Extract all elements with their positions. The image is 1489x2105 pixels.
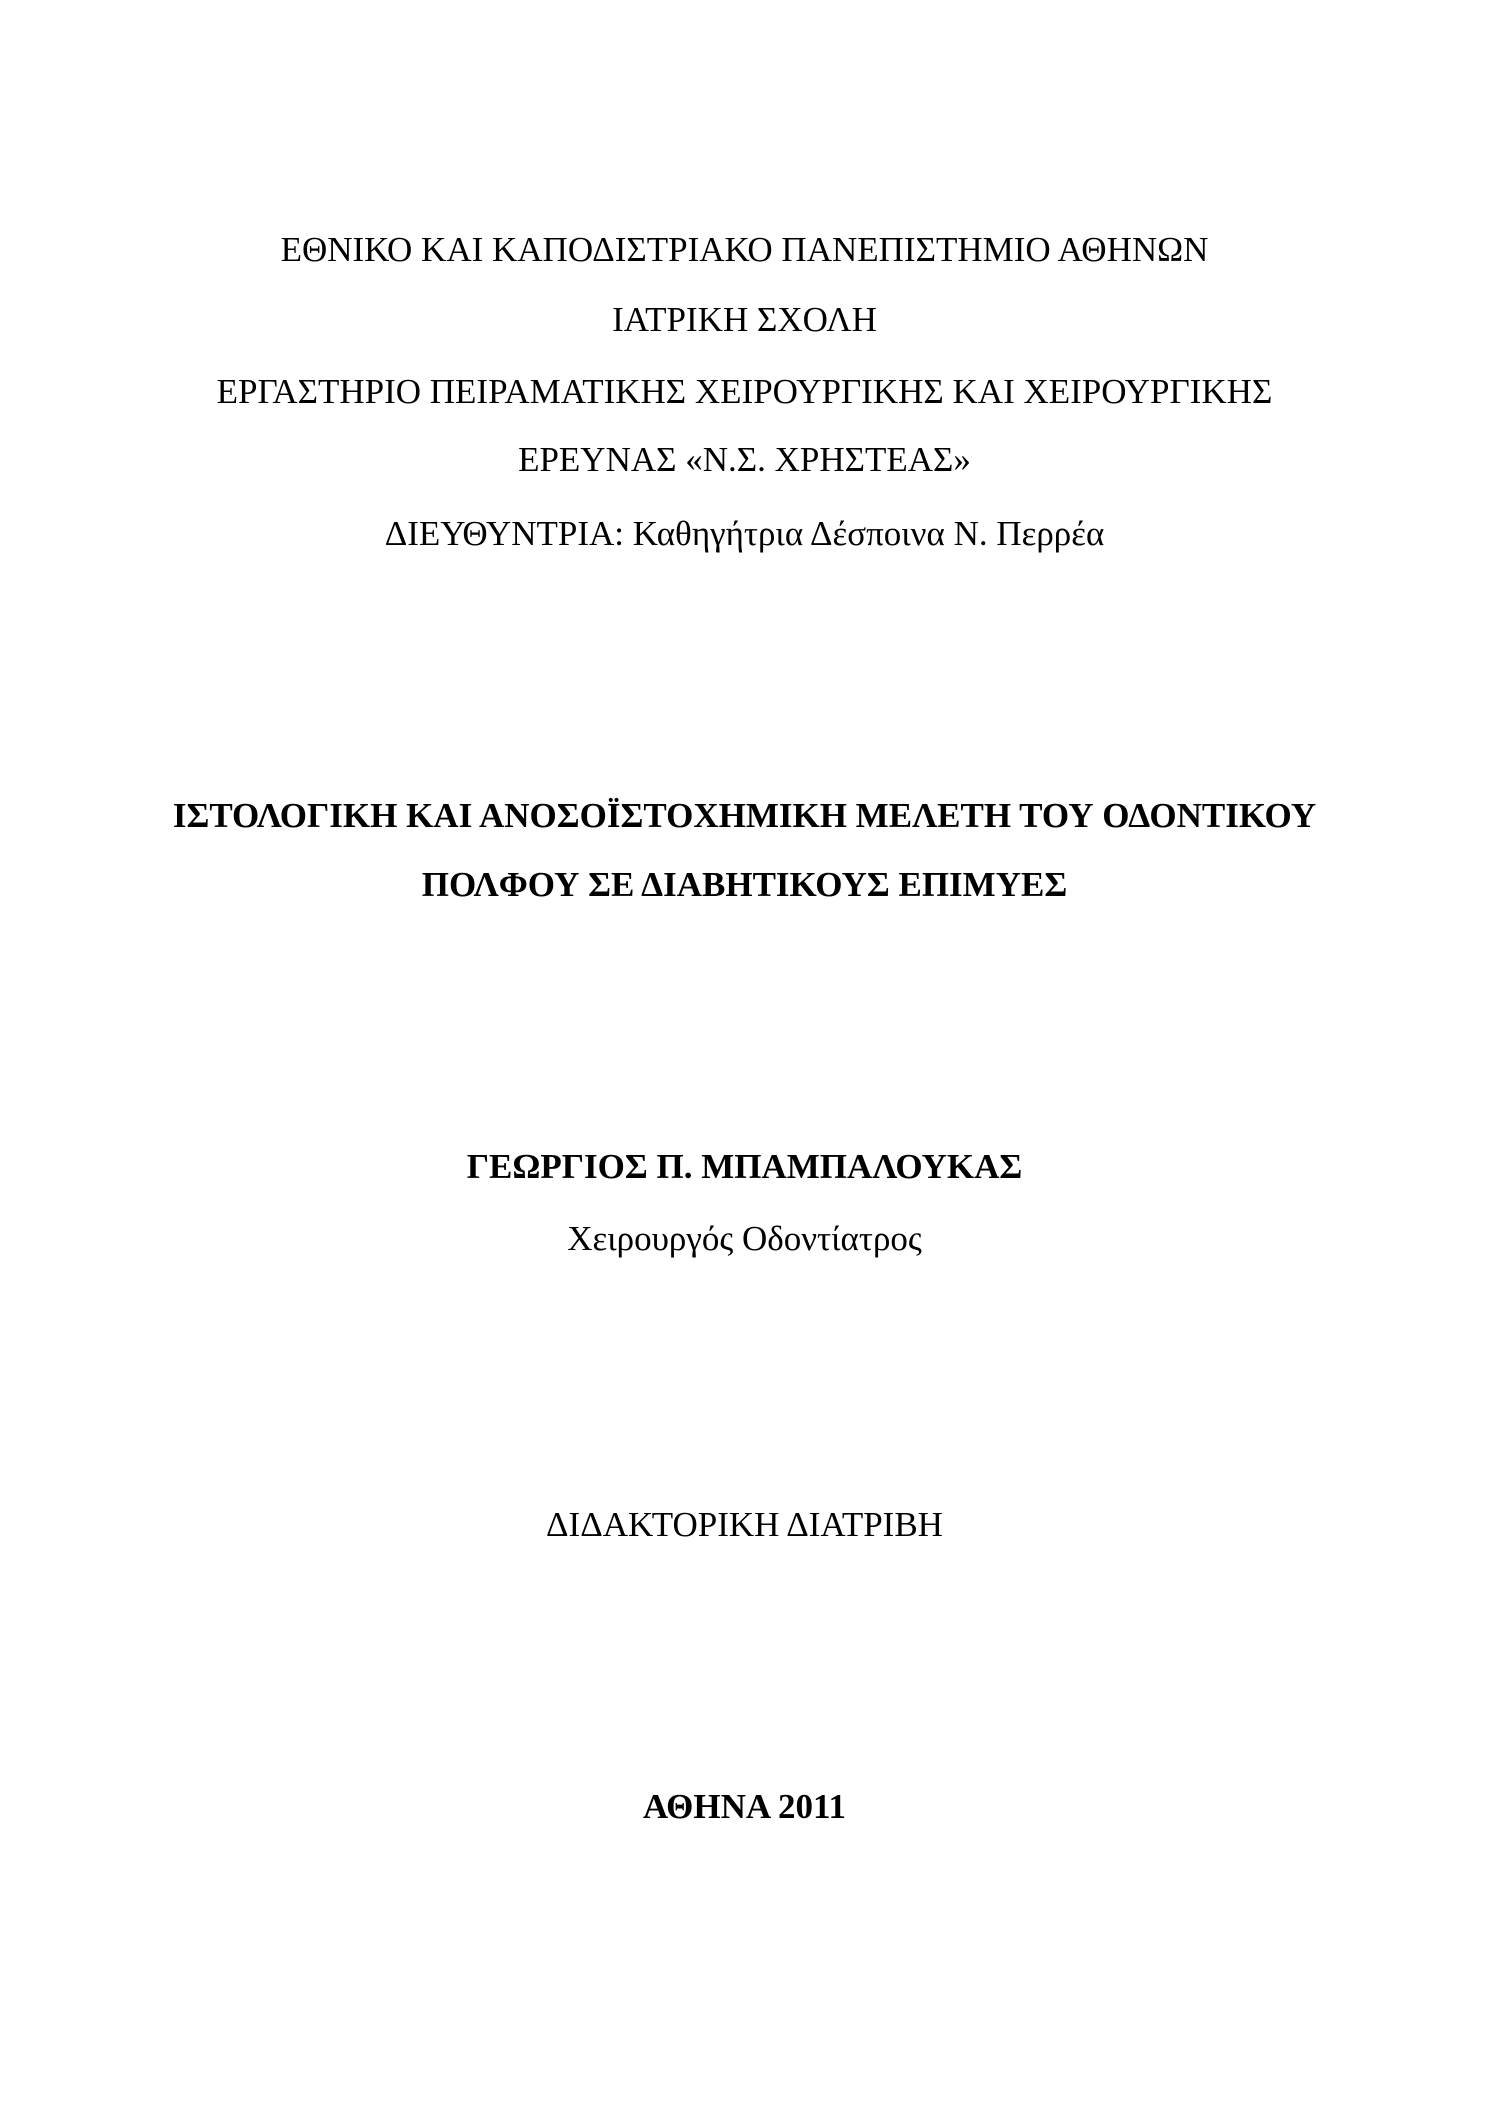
author-name: ΓΕΩΡΓΙΟΣ Π. ΜΠΑΜΠΑΛΟΥΚΑΣ (466, 1147, 1023, 1186)
document-type: ΔΙΔΑΚΤΟΡΙΚΗ ΔΙΑΤΡΙΒΗ (546, 1505, 943, 1544)
place-and-year: ΑΘΗΝΑ 2011 (642, 1787, 847, 1826)
laboratory-name-line1: ΕΡΓΑΣΤΗΡΙΟ ΠΕΙΡΑΜΑΤΙΚΗΣ ΧΕΙΡΟΥΡΓΙΚΗΣ ΚΑΙ ΧΕΙΡΟΥΡΓΙΚΗΣ (216, 372, 1273, 411)
university-name: ΕΘΝΙΚΟ ΚΑΙ ΚΑΠΟΔΙΣΤΡΙΑΚΟ ΠΑΝΕΠΙΣΤΗΜΙΟ ΑΘΗΝΩΝ (280, 230, 1209, 269)
author-profession: Χειρουργός Οδοντίατρος (567, 1219, 922, 1258)
laboratory-name-line2: ΕΡΕΥΝΑΣ «Ν.Σ. ΧΡΗΣΤΕΑΣ» (518, 440, 971, 479)
thesis-title-line1: ΙΣΤΟΛΟΓΙΚΗ ΚΑΙ ΑΝΟΣΟΪΣΤΟΧΗΜΙΚΗ ΜΕΛΕΤΗ ΤΟΥ ΟΔΟΝΤΙΚΟΥ (172, 796, 1317, 835)
thesis-title-line2: ΠΟΛΦΟΥ ΣΕ ΔΙΑΒΗΤΙΚΟΥΣ ΕΠΙΜΥΕΣ (421, 865, 1068, 904)
director-line: ΔΙΕΥΘΥΝΤΡΙΑ: Καθηγήτρια Δέσποινα Ν. Περρέα (384, 514, 1105, 553)
school-name: ΙΑΤΡΙΚΗ ΣΧΟΛΗ (612, 300, 877, 339)
